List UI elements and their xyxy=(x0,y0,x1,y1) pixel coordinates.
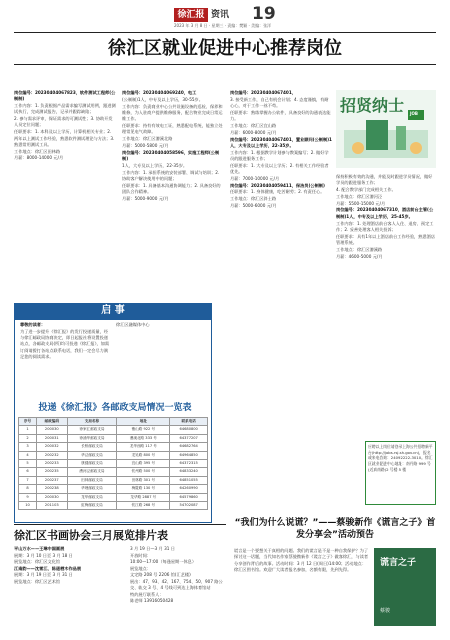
job-title: 岗位编号：20230404058596，实施工程师(公制制) xyxy=(122,149,220,161)
table-cell: 1 xyxy=(19,426,37,434)
table-row xyxy=(19,451,208,459)
job-line: 月薪：4600-5000 元/月 xyxy=(336,253,383,259)
events-info xyxy=(130,546,228,634)
table-header-cell: 地址 xyxy=(117,418,170,426)
job-line: 工作地点：徐汇区漕溪北路 xyxy=(122,136,173,142)
job-line: 工作内容：1. 处理酒店前台客人入住、退房、预定工作；2. 妥善处理客人相关投诉； xyxy=(336,220,434,232)
table-row xyxy=(19,493,208,501)
table-row xyxy=(19,434,208,442)
job-line: 月薪：5000-5800 元/月 xyxy=(122,142,169,148)
job-line: 工作内容：1. 根据教学计划参与教案编写；2. 做好学员的跟进服务工作； xyxy=(230,149,329,161)
job-title: 岗位编号：20230404067401，置业顾问(公制制)1人，大专及以上学历，22-35岁。 xyxy=(230,136,332,148)
table-cell: 4 xyxy=(19,451,37,459)
table-row xyxy=(19,443,208,451)
event-dates: 展期：3 月 19 日至 3 月 31 日 xyxy=(14,572,73,577)
table-header-cell: 邮政编码 xyxy=(36,418,67,426)
table-cell: 64377207 xyxy=(170,434,208,442)
table-cell: 龙华西路 117 号 xyxy=(117,443,170,451)
job-title: 岗位编号：20230404069240，电工 xyxy=(122,90,197,95)
event-name: 江南韵——沈雪江、陈道栖木作品展 xyxy=(14,565,82,571)
notice-sign-block xyxy=(116,322,208,382)
table-cell: 钦江路 268 号 xyxy=(117,501,170,509)
job-line: 月薪：6000-8000 元/月 xyxy=(230,129,277,135)
job-line: 工作内容：1. 承担系统的安装部署、调试与培训；2. 协助客户解决使用中的问题； xyxy=(122,169,220,181)
job-line: 工作地点：徐汇区漕河泾 xyxy=(336,193,383,199)
job-line: 任职要求：持有有效电工证，熟悉配电系统，能独立处理常见电气故障。 xyxy=(122,122,223,135)
table-cell: 漕溪北路 333 号 xyxy=(117,434,170,442)
stations-table-wrap xyxy=(18,417,208,510)
event-info-line: 特约展厅联系人： xyxy=(130,591,164,597)
table-row xyxy=(19,485,208,493)
table-cell: 2 xyxy=(19,434,37,442)
table-cell: 64372315 xyxy=(170,459,208,467)
book-event-body: 谎言是一个要想关于真相的问题。我们的谎言是不是一种自我保护？为了探讨这一话题，当代知名作家蔡骏携新作《谎言之子》做客徐汇，与读者分享创作背后的故事。活动时间：3 月 12 日(周日)14:00；活动地点：徐汇区图书馆。欢迎广大读者报名参加，名额有限，先到先得。 xyxy=(234,548,368,572)
job-line: 月薪：5000-9000 元/月 xyxy=(122,195,169,201)
event-info-line: 10:00—17:00（每逢星期一休息） xyxy=(130,559,197,564)
table-row xyxy=(19,459,208,467)
job-line: 任职要求：1. 具备基本沟通协调能力；2. 具备良好的团队合作精神。 xyxy=(122,182,221,194)
jobs-column-2 xyxy=(122,90,224,295)
job-line: 任职要求：具有1年以上酒店前台工作经验，熟悉酒店管理系统。 xyxy=(336,233,435,245)
table-cell: 200030 xyxy=(36,493,67,501)
table-cell: 64964850 xyxy=(170,451,208,459)
events-title: 徐汇区书画协会三月展览排片表 xyxy=(14,529,168,542)
events-list xyxy=(14,546,122,634)
event-info-line: 展览地点： xyxy=(130,565,151,571)
job-line: 保持积极有效的沟通，并能及时跟进学员情况，做好学员的跟进服务工作； xyxy=(336,174,433,186)
table-cell: 64682764 xyxy=(170,443,208,451)
newspaper-logo: 徐汇报 xyxy=(174,8,208,22)
table-cell: 龙华邮政支局 xyxy=(67,493,117,501)
table-cell: 200235 xyxy=(36,468,67,476)
book-cover-author: 蔡骏 xyxy=(380,608,391,614)
job-line: 工作地点：徐汇区斜土路 xyxy=(230,196,277,202)
job-title: 岗位编号：20230404067310，酒店前台主管(公制制)1人，中专及以上学历，25-45岁。 xyxy=(336,207,434,219)
table-cell: 64833240 xyxy=(170,468,208,476)
table-cell: 徐家汇邮政支局 xyxy=(67,426,117,434)
jobs-column-1 xyxy=(14,90,116,295)
art-label: JOB xyxy=(410,111,418,116)
jobs-footer-note: 应聘以上岗位请登录上海公共招聘新平台(http://jobs.rsj.sh.gov.cn)，报名或来电咨询：24092222-3010。徐汇区就业促进中心地址：南丹路 999 号(近真南路)2 号楼 5 楼 xyxy=(368,444,433,472)
job-line: 工作地点：徐汇区漕溪路 xyxy=(336,246,383,252)
table-cell: 200237 xyxy=(36,476,67,484)
event-info-line: 展出：47、93、42、167、754、50、907 路公交、轨交 3 号、4 号线可到达上海体育馆站 xyxy=(130,578,223,590)
table-cell: 宜山路 395 号 xyxy=(117,459,170,467)
dateline: 2023 年 3 月 8 日 · 星期三 · 责编：樊颖 · 美编：张洋 xyxy=(174,23,272,28)
section-name: 资讯 xyxy=(211,10,230,20)
table-cell: 漕河泾邮政支局 xyxy=(67,468,117,476)
job-line: 工作内容：负责商业中心公共设施设备的巡检、保养和维修，为入驻商户提供维修服务，配合物业完成日常运维工作。 xyxy=(122,103,223,122)
table-header-cell: 联系电话 xyxy=(170,418,208,426)
job-line: 4. 配合教学部门完成相关工作。 xyxy=(336,187,396,193)
job-line: 任职要求：1. 身体健康，吃苦耐劳；2. 有责任心。 xyxy=(230,189,325,195)
event-info-line: 陈老师 13916050428 xyxy=(130,598,174,603)
event-info-line: 3 月 19 日—3 月 31 日 xyxy=(130,546,175,551)
table-row xyxy=(19,501,208,509)
table-cell: 200238 xyxy=(36,485,67,493)
table-cell: 华泾邮政支局 xyxy=(67,451,117,459)
table-cell: 7 xyxy=(19,476,37,484)
table-cell: 200233 xyxy=(36,459,67,467)
event-place: 展览地点：徐汇区艺术馆 xyxy=(14,578,61,584)
table-cell: 200031 xyxy=(36,434,67,442)
job-title: 岗位编号：20230404067401， xyxy=(230,90,296,95)
table-cell: 衡山路 922 号 xyxy=(117,426,170,434)
stations-table xyxy=(18,417,208,510)
table-cell: 田林路 301 号 xyxy=(117,476,170,484)
job-line: 月薪：5000-6000 元/月 xyxy=(230,203,277,209)
jobs-column-3 xyxy=(230,90,332,295)
job-line: 工作地点：徐汇区宜山路 xyxy=(230,122,277,128)
event-info-line: 开放时间： xyxy=(130,552,151,558)
book-cover-title: 谎言之子 xyxy=(380,558,417,568)
header-rule xyxy=(14,32,436,33)
table-header-cell: 支局名称 xyxy=(67,418,117,426)
event-dates: 展期：3 月 10 日至 3 月 18 日 xyxy=(14,552,73,558)
table-cell: 华理邮政支局 xyxy=(67,485,117,493)
table-cell: 64680800 xyxy=(170,426,208,434)
table-cell: 钦州路 500 号 xyxy=(117,468,170,476)
recruitment-illustration xyxy=(336,90,436,168)
table-cell: 64579860 xyxy=(170,493,208,501)
table-cell: 200032 xyxy=(36,443,67,451)
table-cell: 徐浦华邮政支局 xyxy=(67,434,117,442)
table-cell: 龙华路 2887 号 xyxy=(117,493,170,501)
page-headline: 徐汇区就业促进中心推荐岗位 xyxy=(108,38,342,59)
job-line: (公制制)1人，中专及以上学历，30-55岁。 xyxy=(122,96,203,102)
events-rule xyxy=(14,524,226,525)
book-cover-image xyxy=(374,548,436,626)
job-line: 任职要求：1. 本科及以上学历，计算机相关专业；2. 两年以上测试工作经验，熟悉软件测试理论与方法；3. 熟悉常用测试工具。 xyxy=(14,129,115,147)
table-cell: 64260990 xyxy=(170,485,208,493)
headline-rule xyxy=(14,64,436,65)
table-cell: 10 xyxy=(19,501,37,509)
table-cell: 康健邮政支局 xyxy=(67,459,117,467)
notice-intro-block xyxy=(20,322,112,400)
notice-table-title: 投递《徐汇报》各邮政支局情况一览表 xyxy=(38,403,192,413)
job-line: 任职要求：1. 大专及以上学历；2. 有相关工作经验者优先。 xyxy=(230,162,329,175)
job-line: 1人，大专及以上学历，22-35岁。 xyxy=(122,162,188,168)
job-line: 月薪：8000-14000 元/月 xyxy=(14,155,64,161)
art-headline: 招贤纳士 xyxy=(340,96,405,115)
page-number: 19 xyxy=(252,4,276,24)
job-line: 月薪：7000-10000 元/月 xyxy=(230,175,280,181)
table-cell: 田林邮政支局 xyxy=(67,476,117,484)
table-row xyxy=(19,468,208,476)
notice-title-bar: 启 事 xyxy=(14,303,212,319)
table-cell: 梅陇路 130 号 xyxy=(117,485,170,493)
table-cell: 5 xyxy=(19,459,37,467)
table-cell: 200030 xyxy=(36,426,67,434)
table-header-cell: 序号 xyxy=(19,418,37,426)
notice-sign: 徐汇区融媒体中心 xyxy=(116,322,150,327)
table-cell: 长桥邮政支局 xyxy=(67,443,117,451)
table-cell: 6 xyxy=(19,468,37,476)
table-row xyxy=(19,476,208,484)
notice-intro-title: 尊敬的读者： xyxy=(20,322,46,327)
job-title: 岗位编号：20230404059411，保洁员(公制制) xyxy=(230,182,325,188)
event-place: 展览地点：徐汇区文化馆 xyxy=(14,559,61,564)
job-line: 2. 参与需求评审，保证需求的可测试性；3. 协助开发人员定位问题； xyxy=(14,116,113,128)
job-title: 岗位编号：20230404067823，软件测试工程师(公制制) xyxy=(14,90,116,102)
table-row xyxy=(19,426,208,434)
job-line: 任职要求：熟练掌握办公软件，具备良好的沟通表达能力。 xyxy=(230,109,331,122)
event-info-line: 文定路 208 号 2206 馆(汇艺楼) xyxy=(130,572,191,577)
notice-intro-text: 为了进一步提升《徐汇报》的发行投递质量，经与徐汇邮政局协商决定，即日起报社将设置投递站点，各邮政支局(所)均可投递《徐汇报》，如需订阅请拨打各站点联系电话，我们一定会尽力满足您的阅读需求。 xyxy=(20,328,110,359)
job-line: 月薪：5500-15000 元/月 xyxy=(336,200,386,206)
table-cell: 200232 xyxy=(36,451,67,459)
book-event-title: “我们为什么说谎？”——蔡骏新作《谎言之子》首发分享会”活动预告 xyxy=(234,518,436,540)
table-cell: 3 xyxy=(19,443,37,451)
table-cell: 9 xyxy=(19,493,37,501)
job-line: 3. 接受新工作，自己有机会计划；4. 态度谨慎，有耐心心，对于工作一丝不苟。 xyxy=(230,96,329,109)
table-cell: 201103 xyxy=(36,501,67,509)
table-cell: 虹梅邮政支局 xyxy=(67,501,117,509)
job-line: 工作内容：1. 负责根据产品需求编写测试用例，跟进测试执行，完成测试报告，记录并跟踪缺陷； xyxy=(14,103,116,115)
table-cell: 64851055 xyxy=(170,476,208,484)
table-cell: 8 xyxy=(19,485,37,493)
table-cell: 54702087 xyxy=(170,501,208,509)
job-line: 工作地点：徐汇区田林路 xyxy=(14,148,61,154)
jobs-column-4 xyxy=(336,174,436,314)
table-cell: 龙吴路 800 号 xyxy=(117,451,170,459)
event-name: 平山万水——王琳中国画展 xyxy=(14,546,65,551)
